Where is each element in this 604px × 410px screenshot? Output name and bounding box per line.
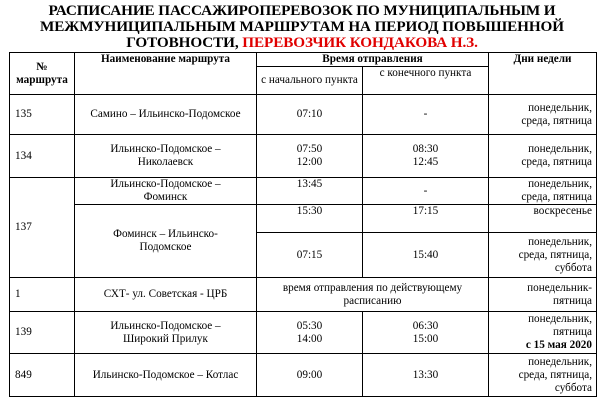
departure-start: 09:00 [257,354,363,397]
weekdays: понедельник, среда, пятница [489,95,597,135]
route-number: 1 [10,278,75,312]
weekdays: понедельник- пятница [489,278,597,312]
route-name: Ильинско-Подомское – Фоминск [75,178,257,205]
title-line-2: МЕЖМУНИЦИПАЛЬНЫМ МАРШРУТАМ НА ПЕРИОД ПОВЫШЕННОЙ [40,18,564,35]
table-row [10,178,597,205]
departure-start: 07:15 [257,233,363,278]
weekdays: понедельник, среда, пятница [489,178,597,205]
departure-end: 17:15 [363,205,489,233]
route-name: Фоминск – Ильинско- Подомское [75,205,257,278]
departure-start: 15:30 [257,205,363,233]
weekdays: понедельник, среда, пятница, суббота [489,354,597,397]
page-title [0,3,604,51]
departure-start: 07:10 [257,95,363,135]
departure-start: 05:30 14:00 [257,312,363,354]
departure-start: 07:50 12:00 [257,135,363,178]
departure-end: 15:40 [363,233,489,278]
table-row [10,278,597,312]
route-number: 135 [10,95,75,135]
route-name: Ильинско-Подомское – Котлас [75,354,257,397]
col-header-departure: Время отправления [257,53,489,67]
departure-end: - [363,178,489,205]
route-name: Ильинско-Подомское – Николаевск [75,135,257,178]
route-number: 139 [10,312,75,354]
route-number: 849 [10,354,75,397]
weekdays: воскресенье [489,205,597,233]
weekdays: понедельник, пятница с 15 мая 2020 [489,312,597,354]
departure-end: 06:30 15:00 [363,312,489,354]
departure-note: время отправления по действующему расписанию [257,278,489,312]
col-header-from-start: с начального пункта [257,67,363,95]
departure-start: 13:45 [257,178,363,205]
table-row [10,312,597,354]
title-prefix: ГОТОВНОСТИ, [126,34,239,51]
title-line-3 [0,35,604,51]
table-row [10,205,597,233]
departure-end: 08:30 12:45 [363,135,489,178]
table-row [10,354,597,397]
start-date: с 15 мая 2020 [525,339,592,351]
route-name: СХТ- ул. Советская - ЦРБ [75,278,257,312]
col-header-num: № маршрута [10,53,75,95]
departure-end: - [363,95,489,135]
table-row [10,135,597,178]
col-header-name: Наименование маршрута [75,53,257,95]
weekdays: понедельник, среда, пятница [489,135,597,178]
departure-end: 13:30 [363,354,489,397]
col-header-from-end: с конечного пункта [363,67,489,95]
title-line-1: РАСПИСАНИЕ ПАССАЖИРОПЕРЕВОЗОК ПО МУНИЦИПАЛЬНЫМ И [48,2,556,19]
route-name: Самино – Ильинско-Подомское [75,95,257,135]
col-header-days: Дни недели [489,53,597,95]
table-row [10,95,597,135]
schedule-table [9,52,597,397]
route-number: 134 [10,135,75,178]
header-row [10,53,597,67]
route-number: 137 [10,178,75,278]
carrier-name: ПЕРЕВОЗЧИК КОНДАКОВА Н.З. [242,34,478,51]
route-name: Ильинско-Подомское – Широкий Прилук [75,312,257,354]
weekdays: понедельник, среда, пятница, суббота [489,233,597,278]
